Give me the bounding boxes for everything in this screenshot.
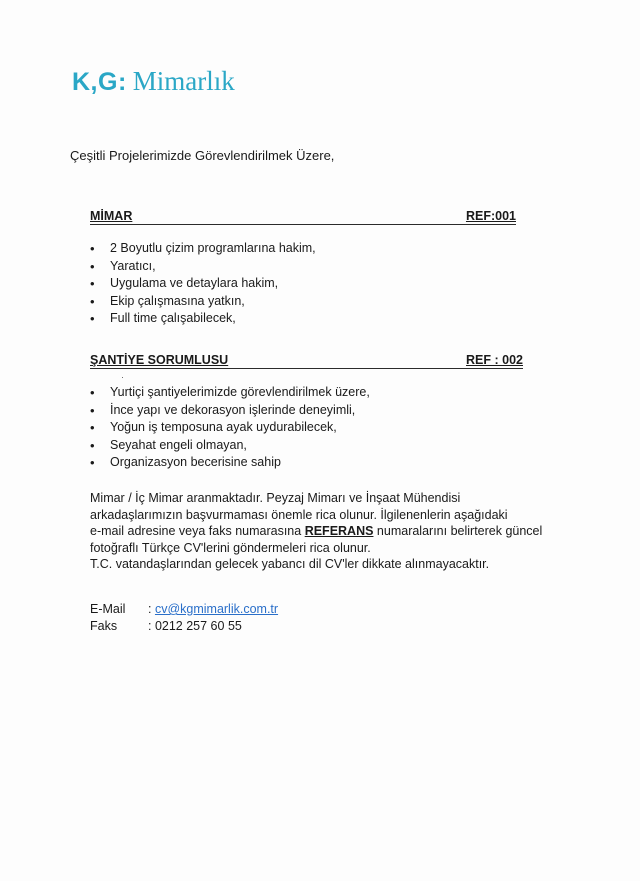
fax-label: Faks	[90, 618, 118, 633]
body-line: Mimar / İç Mimar aranmaktadır. Peyzaj Mimarı ve İnşaat Mühendisi	[90, 491, 461, 505]
list-item: • Organizasyon becerisine sahip	[90, 454, 370, 472]
logo-mark: K,G:	[72, 68, 127, 96]
fax-row	[90, 618, 278, 635]
list-item: • 2 Boyutlu çizim programlarına hakim,	[90, 240, 316, 258]
list-item: • Ekip çalışmasına yatkın,	[90, 293, 316, 311]
email-value-wrap	[148, 601, 278, 618]
separator: :	[148, 618, 155, 633]
company-logo	[72, 66, 235, 97]
fax-value-wrap	[148, 618, 242, 635]
requirements-list-mimar	[90, 240, 316, 328]
section-header-mimar	[90, 209, 516, 225]
intro-text: Çeşitli Projelerimizde Görevlendirilmek Üzere,	[70, 148, 335, 163]
application-instructions	[90, 490, 542, 573]
body-line: T.C. vatandaşlarından gelecek yabancı dil CV'ler dikkate alınmayacaktır.	[90, 557, 490, 571]
section-header-santiye	[90, 353, 523, 369]
contact-block	[90, 601, 278, 634]
requirements-list-santiye	[90, 384, 370, 472]
list-item: • Seyahat engeli olmayan,	[90, 437, 370, 455]
body-line: fotoğraflı Türkçe CV'lerini göndermeleri rica olunur.	[90, 540, 371, 555]
stray-dot: ·	[121, 372, 124, 382]
fax-number: 0212 257 60 55	[154, 618, 242, 633]
email-link[interactable]: cv@kgmimarlik.com.tr	[154, 602, 279, 616]
section-title: ŞANTİYE SORUMLUSU	[90, 353, 229, 367]
section-ref: REF:001	[465, 209, 516, 223]
list-item: • Yoğun iş temposuna ayak uydurabilecek,	[90, 419, 370, 437]
body-line-with-keyword	[90, 523, 542, 540]
referans-keyword: REFERANS	[304, 524, 374, 538]
logo-name: Mimarlık	[132, 66, 235, 96]
list-item: • İnce yapı ve dekorasyon işlerinde deneyimli,	[90, 402, 370, 420]
email-label: E-Mail	[90, 602, 126, 616]
separator: :	[148, 602, 155, 616]
section-ref: REF : 002	[466, 353, 523, 367]
body-line-part: e-mail adresine veya faks numarasına	[90, 524, 305, 538]
section-title: MİMAR	[90, 209, 133, 223]
list-item: • Uygulama ve detaylara hakim,	[90, 275, 316, 293]
list-item: • Full time çalışabilecek,	[90, 310, 316, 328]
body-line: arkadaşlarımızın başvurmaması önemle rica olunur. İlgilenenlerin aşağıdaki	[90, 507, 508, 522]
list-item: • Yaratıcı,	[90, 258, 316, 276]
email-row	[90, 601, 278, 618]
body-line-part: numaralarını belirterek güncel	[373, 524, 543, 538]
list-item: • Yurtiçi şantiyelerimizde görevlendirilmek üzere,	[90, 384, 370, 402]
